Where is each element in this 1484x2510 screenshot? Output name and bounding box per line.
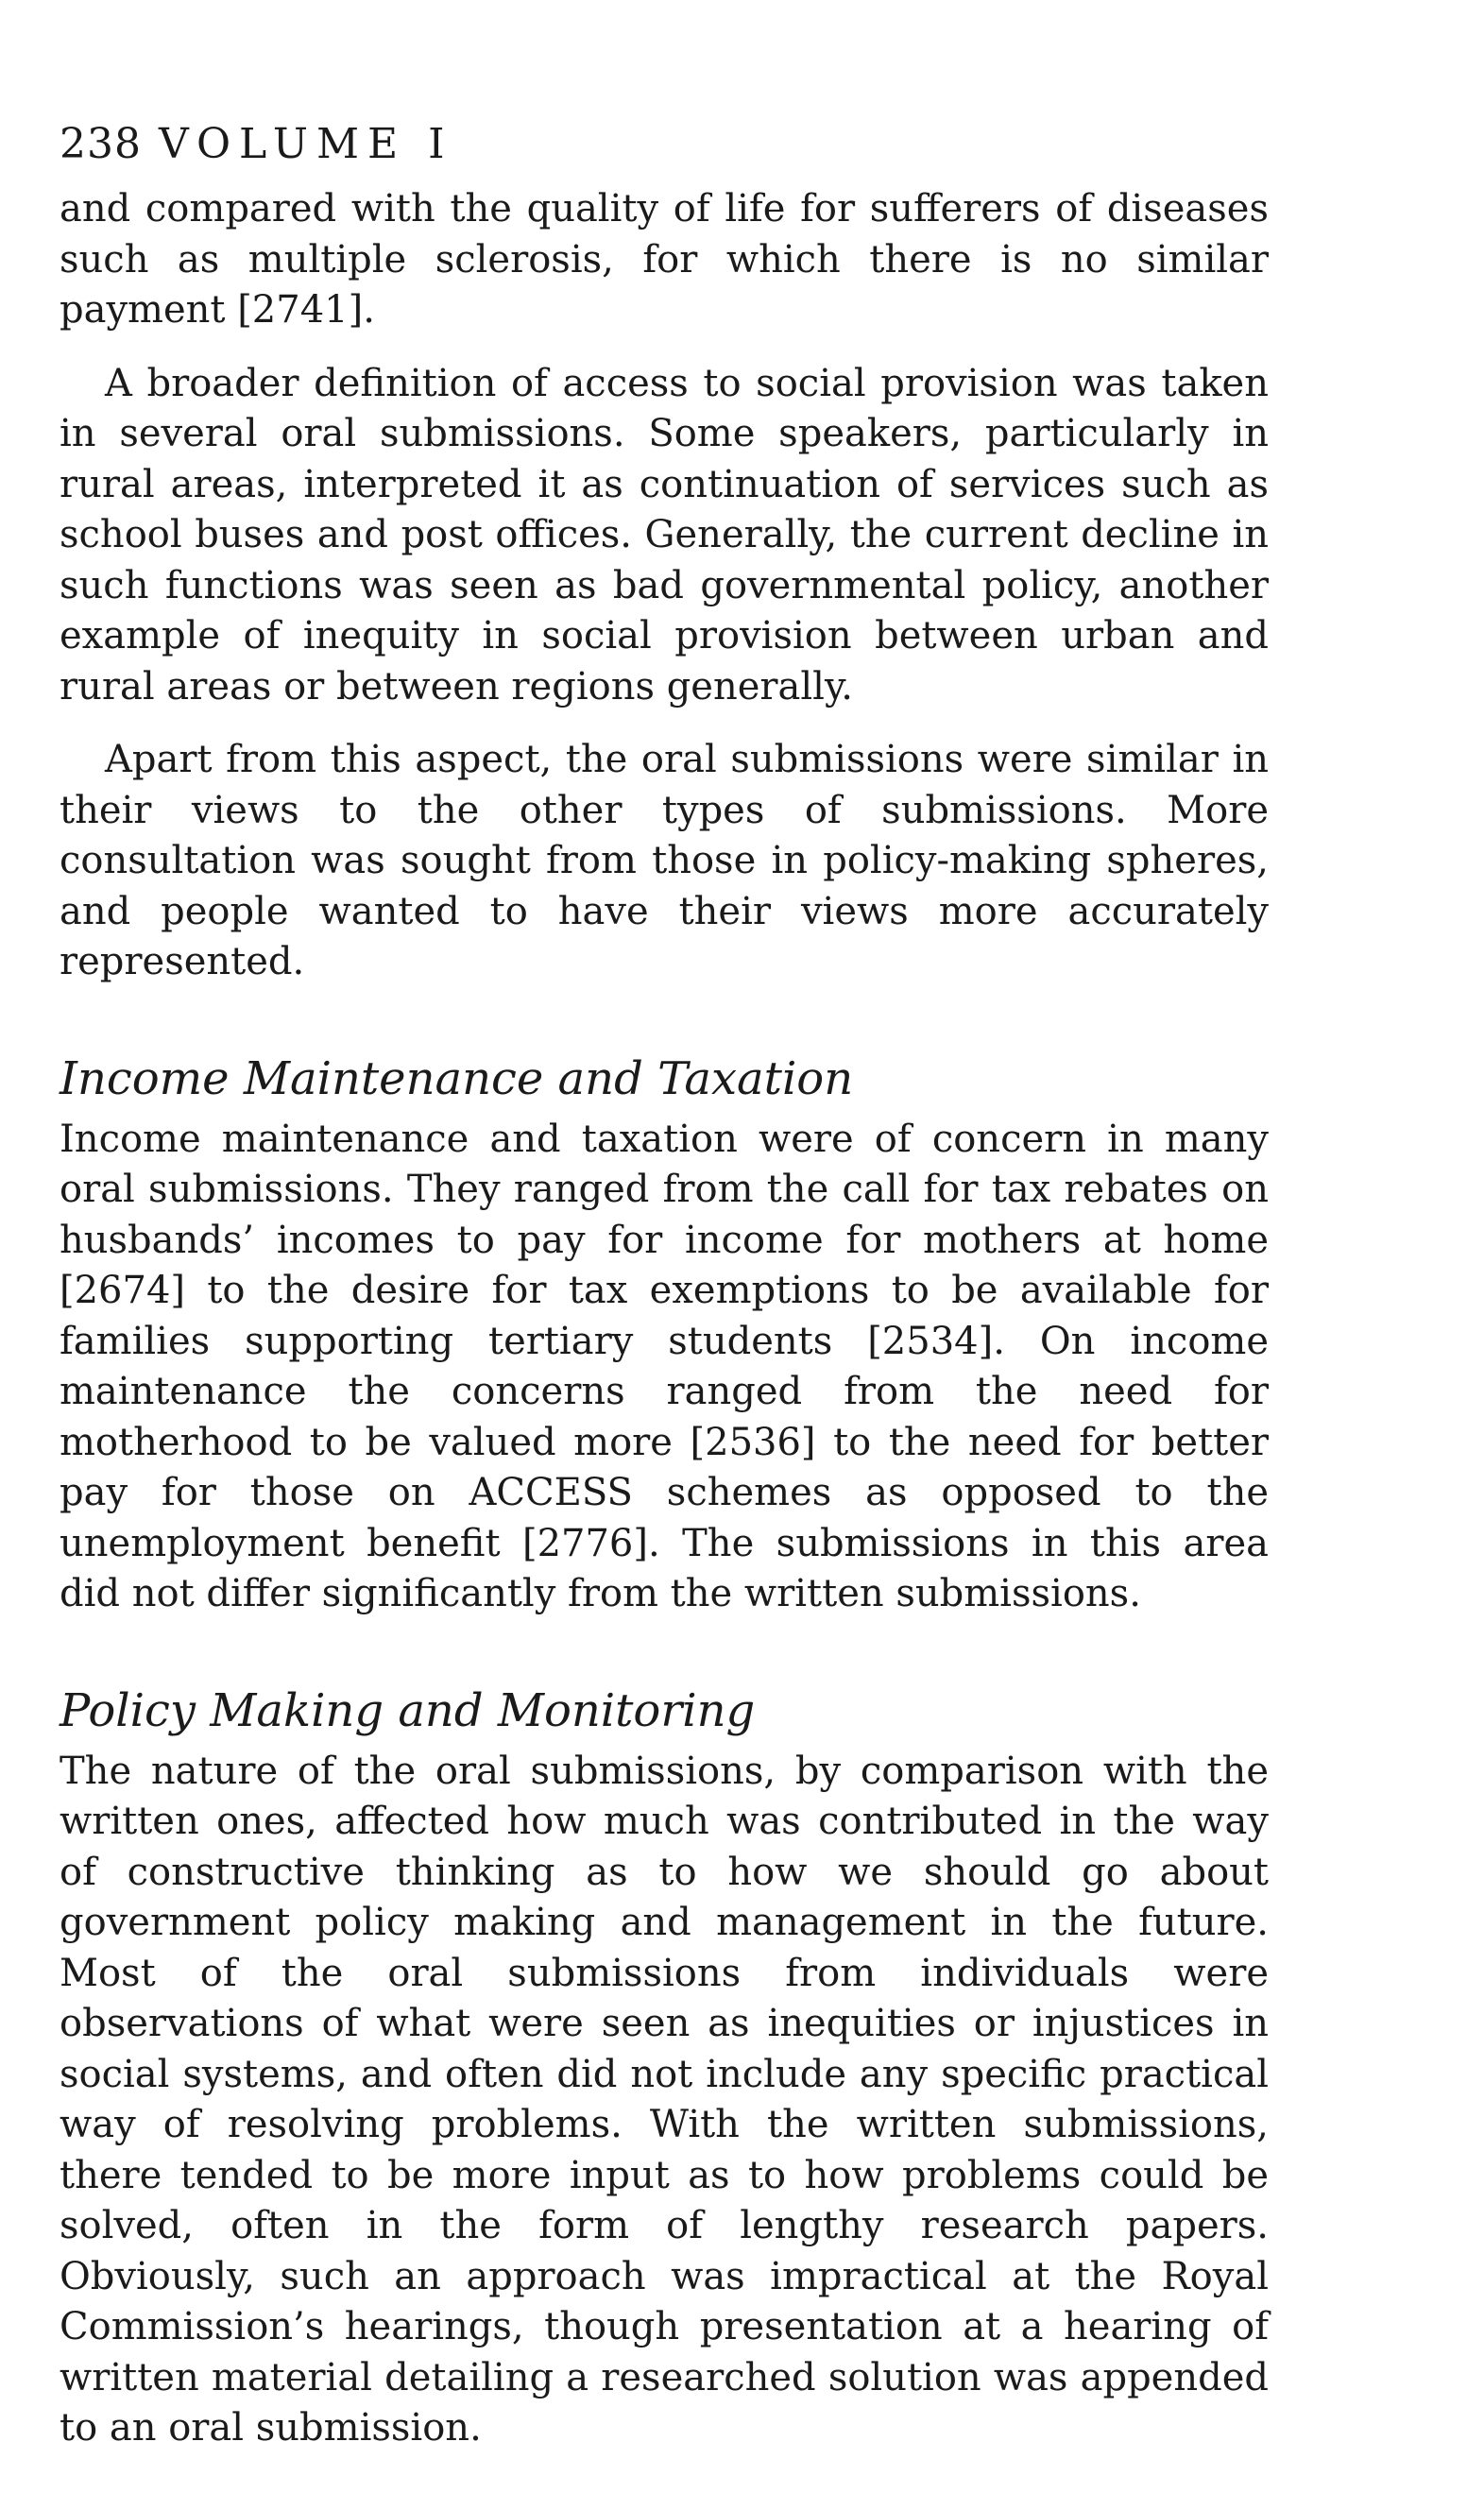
section-income-maintenance — [60, 1050, 1269, 1620]
paragraph-income: Income maintenance and taxation were of concern in many oral submissions. They ranged from the call for tax rebates on husbands’ incomes to pay for income for mothers at home [2674] to the desire for tax exemptions to be available for families supporting tertiary students [2534]. On income maintenance the concerns ranged from the need for motherhood to be valued more [2536] to the need for better pay for those on ACCESS schemes as opposed to the unemployment benefit [2776]. The submissions in this area did not differ significantly from the written submissions. — [60, 1117, 1269, 1615]
section-policy-making — [60, 1682, 1269, 2454]
section-heading-income: Income Maintenance and Taxation — [60, 1051, 854, 1105]
running-head — [60, 118, 1269, 171]
book-page — [60, 118, 1269, 2477]
paragraph-access-definition: A broader definition of access to social provision was taken in several oral submissions. Some speakers, particularly in rural areas, interpreted it as continuation of services such as school buses and post offices. Generally, the current decline in such functions was seen as bad governmental policy, another example of inequity in social provision between urban and rural areas or between regions generally. — [60, 361, 1269, 709]
paragraph-oral-similarity: Apart from this aspect, the oral submissions were similar in their views to the other types of submissions. More consultation was sought from those in policy-making spheres, and people wanted to have their views more accurately represented. — [60, 738, 1269, 983]
paragraph-policy: The nature of the oral submissions, by comparison with the written ones, affected how much was contributed in the way of constructive thinking as to how we should go about government policy making and management in the future. Most of the oral submissions from individuals were observations of what were seen as inequities or injustices in social systems, and often did not include any specific practical way of resolving problems. With the written submissions, there tended to be more input as to how problems could be solved, often in the form of lengthy research papers. Obviously, such an approach was impractical at the Royal Commission’s hearings, though presentation at a hearing of written material detailing a researched solution was appended to an oral submission. — [60, 1749, 1269, 2450]
page-number: 238 — [60, 120, 142, 168]
section-heading-policy: Policy Making and Monitoring — [60, 1683, 756, 1737]
paragraph-continuation: and compared with the quality of life for sufferers of diseases such as multiple sclerosis, for which there is no similar payment [2741]. — [60, 187, 1269, 332]
volume-label: VOLUME I — [158, 120, 453, 168]
